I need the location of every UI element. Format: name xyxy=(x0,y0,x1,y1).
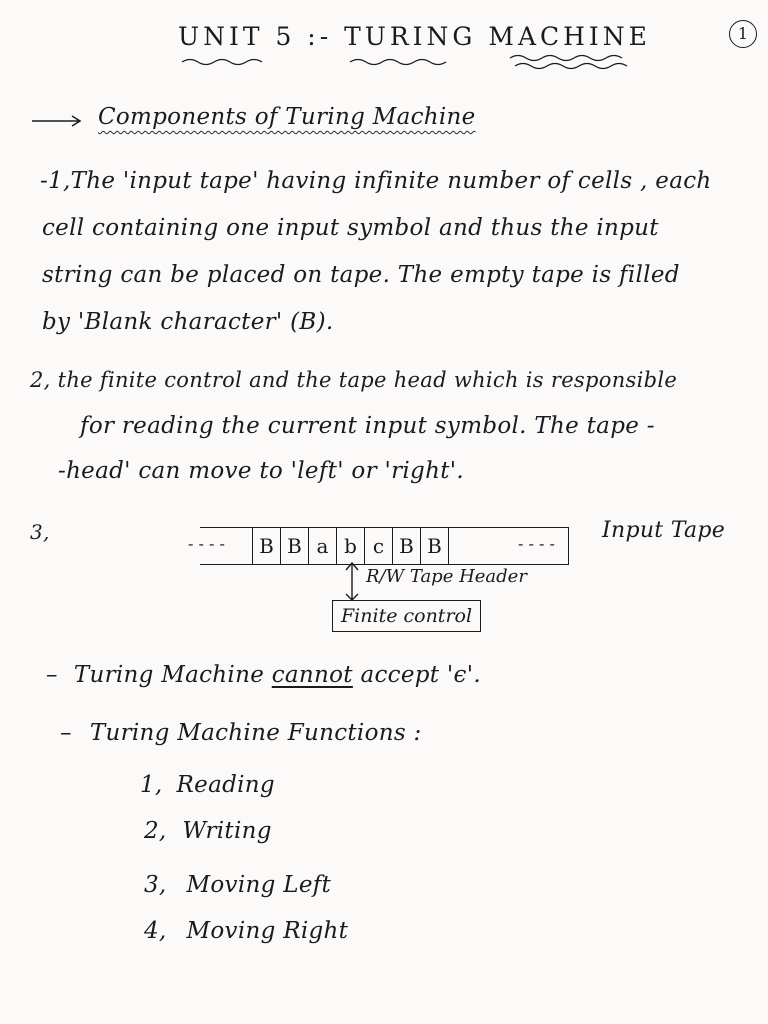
function-number: 1, xyxy=(140,772,163,798)
epsilon-note: – Turing Machine cannot accept 'ϵ'. xyxy=(46,662,481,688)
tape-cell: B xyxy=(280,528,308,564)
function-item xyxy=(144,872,331,898)
section-heading: Components of Turing Machine xyxy=(98,104,476,130)
tape-cell: b xyxy=(336,528,364,564)
page-number: 1 xyxy=(729,20,757,48)
functions-heading-text: Turing Machine Functions : xyxy=(89,720,422,746)
tape-left-ellipsis: - - - - xyxy=(188,534,225,553)
page-title: UNIT 5 :- TURING MACHINE xyxy=(178,22,651,51)
tape-cell: B xyxy=(392,528,420,564)
function-label: Reading xyxy=(176,772,275,798)
point-1-line-2: cell containing one input symbol and thus the input xyxy=(42,215,659,241)
tape-cell: c xyxy=(364,528,392,564)
point-2-line-3: -head' can move to 'left' or 'right'. xyxy=(58,458,464,484)
point-2-line-1: 2, the finite control and the tape head which is responsible xyxy=(30,368,678,392)
point-1-line-1: -1,The 'input tape' having infinite number of cells , each xyxy=(40,168,712,194)
function-item xyxy=(144,818,272,844)
function-label: Writing xyxy=(182,818,272,844)
point-2-line-2: for reading the current input symbol. The tape - xyxy=(80,413,655,439)
point-3-marker: 3, xyxy=(30,520,50,544)
epsilon-note-suffix: accept 'ϵ'. xyxy=(352,662,481,688)
functions-heading: – Turing Machine Functions : xyxy=(60,720,422,746)
tape-cell: B xyxy=(252,528,280,564)
input-tape-label: Input Tape xyxy=(602,518,726,543)
tape-right-ellipsis: - - - - xyxy=(518,534,555,553)
epsilon-note-prefix: Turing Machine xyxy=(73,662,272,688)
function-label: Moving Left xyxy=(186,872,332,898)
epsilon-note-cannot: cannot xyxy=(271,662,353,688)
point-1-line-3: string can be placed on tape. The empty tape is filled xyxy=(42,262,680,288)
function-item xyxy=(140,772,275,798)
function-label: Moving Right xyxy=(186,918,349,944)
finite-control-box: Finite control xyxy=(332,600,481,632)
function-number: 4, xyxy=(144,918,167,944)
tape-cell: B xyxy=(420,528,448,564)
function-number: 2, xyxy=(144,818,167,844)
tape-cell: a xyxy=(308,528,336,564)
function-number: 3, xyxy=(144,872,167,898)
function-item xyxy=(144,918,348,944)
point-1-line-4: by 'Blank character' (B). xyxy=(42,309,334,335)
head-label: R/W Tape Header xyxy=(366,566,527,587)
